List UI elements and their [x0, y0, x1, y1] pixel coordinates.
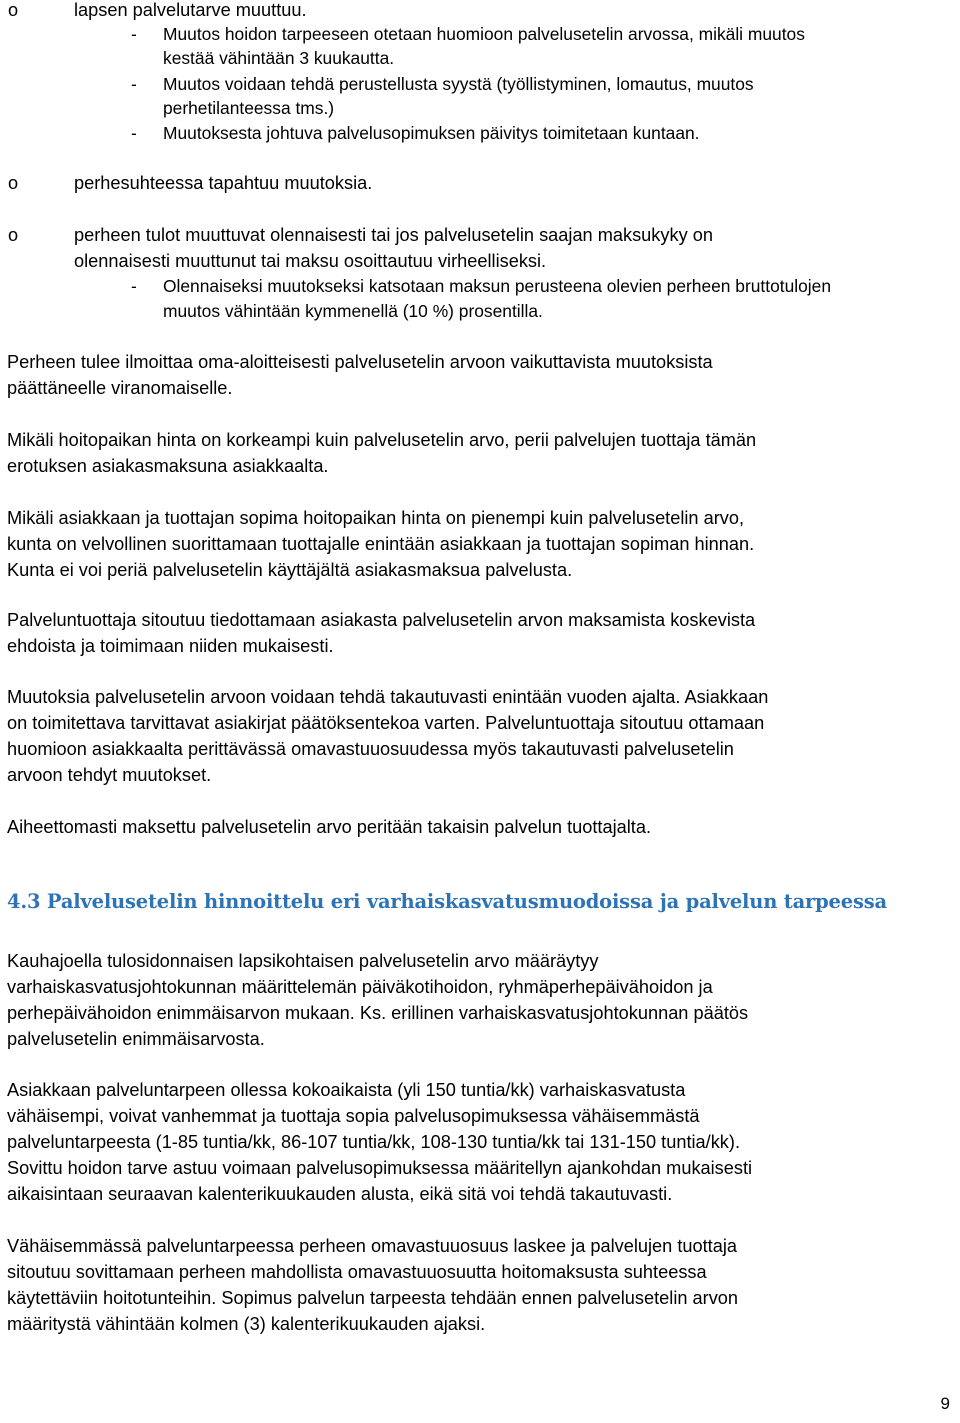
- paragraph-line: ehdoista ja toimimaan niiden mukaisesti.: [7, 636, 334, 656]
- paragraph-line: sitoutuu sovittamaan perheen mahdollista omavastuuosuutta hoitomaksusta suhteessa: [7, 1262, 707, 1282]
- paragraph-line: palvelusetelin enimmäisarvosta.: [7, 1029, 265, 1049]
- paragraph-line: päättäneelle viranomaiselle.: [7, 378, 233, 398]
- sub-item-line: Muutos hoidon tarpeeseen otetaan huomioon palvelusetelin arvossa, mikäli muutos: [163, 24, 805, 44]
- sub-item-line: Muutoksesta johtuva palvelusopimuksen päivitys toimitetaan kuntaan.: [163, 123, 700, 143]
- paragraph-line: Aiheettomasti maksettu palvelusetelin arvo peritään takaisin palvelun tuottajalta.: [7, 817, 652, 837]
- paragraph-line: Palveluntuottaja sitoutuu tiedottamaan asiakasta palvelusetelin arvon maksamista koskevista: [7, 610, 756, 630]
- sub-item-line: Olennaiseksi muutokseksi katsotaan maksun perusteena olevien perheen bruttotulojen: [163, 276, 832, 296]
- sub-item-line: Muutos voidaan tehdä perustellusta syystä (työllistyminen, lomautus, muutos: [163, 74, 754, 94]
- sub-bullet-dash: -: [131, 74, 137, 94]
- paragraph-line: aikaisintaan seuraavan kalenterikuukauden alusta, eikä sitä voi tehdä takautuvasti.: [7, 1184, 673, 1204]
- section-heading: 4.3 Palvelusetelin hinnoittelu eri varhaiskasvatusmuodoissa ja palvelun tarpeessa: [7, 890, 887, 913]
- paragraph-line: määritystä vähintään kolmen (3) kalenterikuukauden ajaksi.: [7, 1314, 486, 1334]
- sub-item-line: muutos vähintään kymmenellä (10 %) prosentilla.: [163, 301, 543, 321]
- paragraph-line: Sovittu hoidon tarve astuu voimaan palvelusopimuksessa määritellyn ajankohdan mukaisesti: [7, 1158, 753, 1178]
- paragraph-line: vähäisempi, voivat vanhemmat ja tuottaja sopia palvelusopimuksessa vähäisemmästä: [7, 1106, 700, 1126]
- paragraph-line: Perheen tulee ilmoittaa oma-aloitteisesti palvelusetelin arvoon vaikuttavista muutoksista: [7, 352, 713, 372]
- paragraph-line: Muutoksia palvelusetelin arvoon voidaan tehdä takautuvasti enintään vuoden ajalta. Asiakkaan: [7, 687, 769, 707]
- paragraph-line: Mikäli asiakkaan ja tuottajan sopima hoitopaikan hinta on pienempi kuin palvelusetelin arvo,: [7, 508, 745, 528]
- sub-item-line: perhetilanteessa tms.): [163, 98, 335, 118]
- paragraph-line: kunta on velvollinen suorittamaan tuottajalle enintään asiakkaan ja tuottajan sopiman hinnan.: [7, 534, 755, 554]
- sub-item-line: kestää vähintään 3 kuukautta.: [163, 48, 395, 68]
- sub-bullet-dash: -: [131, 123, 137, 143]
- paragraph-line: Vähäisemmässä palveluntarpeessa perheen omavastuuosuus laskee ja palvelujen tuottaja: [7, 1236, 737, 1256]
- list-bullet: o: [8, 173, 19, 193]
- list-item-text: perheen tulot muuttuvat olennaisesti tai jos palvelusetelin saajan maksukyky on: [74, 225, 713, 245]
- paragraph-line: käytettäviin hoitotunteihin. Sopimus palvelun tarpeesta tehdään ennen palvelusetelin arvon: [7, 1288, 739, 1308]
- paragraph-line: Kunta ei voi periä palvelusetelin käyttäjältä asiakasmaksua palvelusta.: [7, 560, 573, 580]
- paragraph-line: Asiakkaan palveluntarpeen ollessa kokoaikaista (yli 150 tuntia/kk) varhaiskasvatusta: [7, 1080, 686, 1100]
- paragraph-line: huomioon asiakkaalta perittävässä omavastuuosuudessa myös takautuvasti palvelusetelin: [7, 739, 734, 759]
- paragraph-line: arvoon tehdyt muutokset.: [7, 765, 212, 785]
- sub-bullet-dash: -: [131, 24, 137, 44]
- list-item-text: perhesuhteessa tapahtuu muutoksia.: [74, 173, 373, 193]
- list-bullet: o: [8, 0, 19, 20]
- list-item-text: olennaisesti muuttunut tai maksu osoittautuu virheelliseksi.: [74, 251, 547, 271]
- paragraph-line: Kauhajoella tulosidonnaisen lapsikohtaisen palvelusetelin arvo määräytyy: [7, 951, 599, 971]
- sub-bullet-dash: -: [131, 276, 137, 296]
- page-number: 9: [940, 1394, 950, 1413]
- paragraph-line: perhepäivähoidon enimmäisarvon mukaan. Ks. erillinen varhaiskasvatusjohtokunnan päätös: [7, 1003, 749, 1023]
- paragraph-line: erotuksen asiakasmaksuna asiakkaalta.: [7, 456, 329, 476]
- paragraph-line: Mikäli hoitopaikan hinta on korkeampi kuin palvelusetelin arvo, perii palvelujen tuottaja tämän: [7, 430, 757, 450]
- paragraph-line: palveluntarpeesta (1-85 tuntia/kk, 86-107 tuntia/kk, 108-130 tuntia/kk tai 131-150 tuntia/kk).: [7, 1132, 740, 1152]
- paragraph-line: varhaiskasvatusjohtokunnan määrittelemän päiväkotihoidon, ryhmäperhepäivähoidon ja: [7, 977, 713, 997]
- paragraph-line: on toimitettava tarvittavat asiakirjat päätöksentekoa varten. Palveluntuottaja sitoutuu ottamaan: [7, 713, 765, 733]
- list-bullet: o: [8, 225, 19, 245]
- list-item-text: lapsen palvelutarve muuttuu.: [74, 0, 307, 20]
